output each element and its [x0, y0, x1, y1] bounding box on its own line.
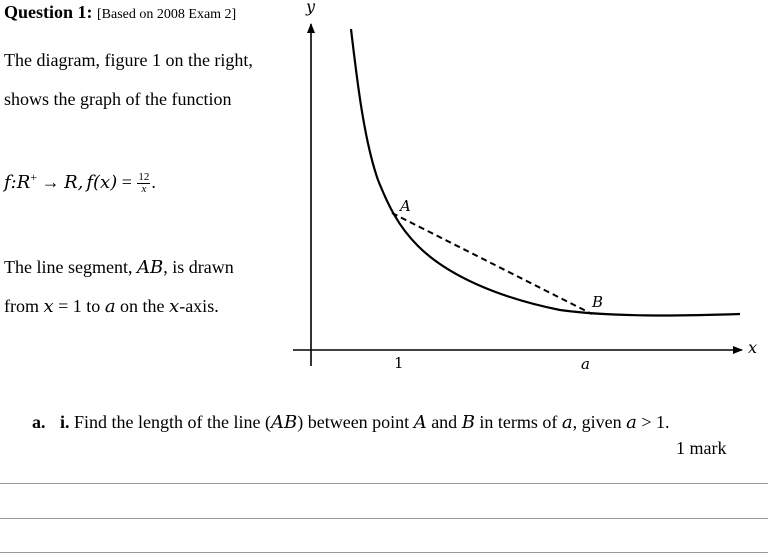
intro-line-1: The diagram, figure 1 on the right, [4, 50, 253, 70]
definition-period: . [151, 172, 156, 192]
part-a-question [32, 412, 670, 433]
superscript-plus: + [30, 170, 38, 184]
set-r: R [16, 172, 31, 193]
segment-a: a [104, 296, 116, 317]
question-source: [Based on 2008 Exam 2] [97, 7, 237, 22]
tick-label-a: a [581, 355, 590, 373]
tick-label-1: 1 [394, 354, 404, 372]
fraction-denominator: x [141, 183, 147, 196]
function-f: f: [4, 172, 17, 193]
answer-line-3[interactable] [0, 552, 768, 553]
segment-text-pre: The line segment, [4, 257, 137, 277]
arrow-symbol: → [37, 172, 65, 192]
sub-label: i. [60, 412, 70, 432]
part-text-pre: Find the length of the line ( [69, 412, 271, 432]
x-axis-label: x [748, 338, 758, 357]
segment-x: x [43, 296, 54, 317]
part-text-cond: > 1. [636, 412, 670, 432]
answer-line-2[interactable] [0, 518, 768, 519]
segment-from: from [4, 296, 44, 316]
part-label: a. [32, 412, 46, 432]
part-text-ab: AB [270, 412, 298, 433]
fraction-numerator: 12 [138, 171, 150, 184]
question-number: Question 1: [4, 2, 93, 22]
point-a-label: A [400, 197, 411, 215]
part-text-given: , given [572, 412, 627, 432]
intro-line-2: shows the graph of the function [4, 89, 232, 109]
part-text-and: and [426, 412, 462, 432]
marks-label: 1 mark [676, 438, 727, 458]
point-b-label: B [592, 293, 604, 311]
equals-sign: = [117, 172, 137, 192]
segment-axis: -axis. [179, 296, 219, 316]
segment-x2: x [169, 296, 180, 317]
y-axis-label: y [306, 0, 316, 16]
part-text-a-var2: a [626, 412, 637, 433]
function-name: f [86, 172, 94, 193]
answer-line-1[interactable] [0, 483, 768, 484]
codomain-r: R, [64, 172, 84, 193]
function-args: (x) [93, 172, 118, 193]
part-text-mid1: ) between point [297, 412, 414, 432]
function-curve [351, 29, 740, 315]
segment-ab: AB [136, 257, 164, 278]
part-text-a-var: a [561, 412, 573, 433]
part-text-b: B [461, 412, 475, 433]
segment-on-the: on the [115, 296, 170, 316]
segment-eq: = 1 to [53, 296, 105, 316]
segment-ab-line [392, 213, 592, 314]
segment-text-post: , is drawn [163, 257, 234, 277]
part-text-mid2: in terms of [474, 412, 562, 432]
part-text-a: A [413, 412, 427, 433]
